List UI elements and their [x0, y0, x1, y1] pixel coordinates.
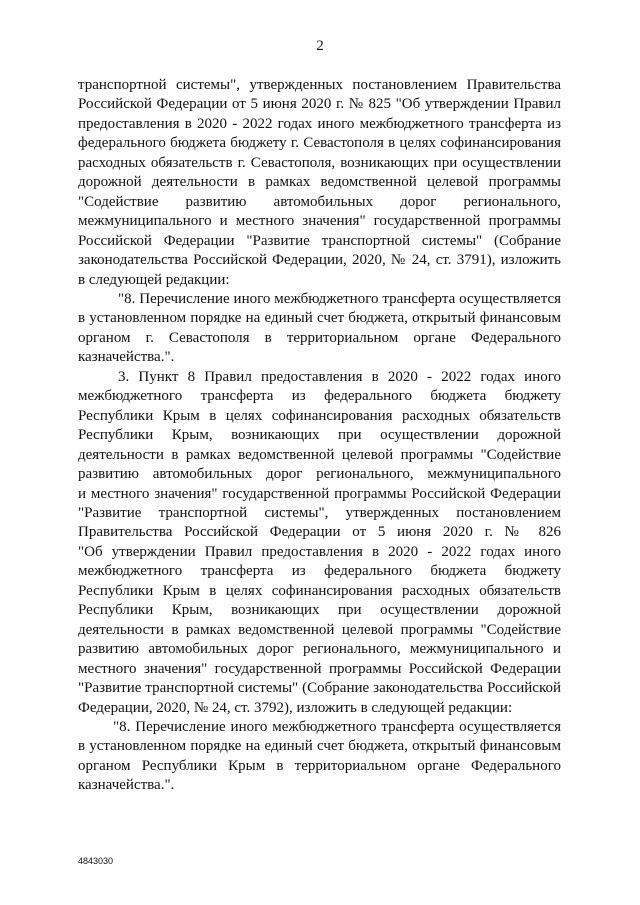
text-line: межбюджетного трансферта из федерального бюджета бюджету	[78, 388, 561, 405]
text-line: в установленном порядке на единый счет бюджета, открытый финансовым	[78, 310, 561, 327]
text-line: Правительства Российской Федерации от 5 июня 2020 г. № 826	[78, 524, 561, 541]
text-line: развитию автомобильных дорог регионального, межмуниципального	[78, 466, 561, 483]
text-line: местного значения" государственной программы Российской Федерации	[78, 660, 561, 677]
text-line: "Развитие транспортной системы", утвержденных постановлением	[78, 504, 561, 521]
text-line: Республики Крым, возникающих при осуществлении дорожной	[78, 427, 561, 444]
text-line: Российской Федерации "Развитие транспортной системы" (Собрание	[78, 232, 561, 249]
page-number: 2	[316, 38, 324, 54]
text-line: Республики Крым в целях софинансирования расходных обязательств	[78, 582, 561, 599]
text-line: казначейства.".	[78, 349, 175, 366]
text-line: федерального бюджета бюджету г. Севастополя в целях софинансирования	[78, 135, 561, 152]
body-text	[78, 76, 561, 796]
text-line: "Об утверждении Правил предоставления в 2020 - 2022 годах иного	[78, 543, 561, 560]
text-line: деятельности в рамках ведомственной целевой программы "Содействие	[78, 621, 561, 638]
text-line: в следующей редакции:	[78, 271, 230, 288]
document-code: 4843030	[78, 856, 114, 866]
text-line: в установленном порядке на единый счет бюджета, открытый финансовым	[78, 738, 561, 755]
text-line: "Содействие развитию автомобильных дорог регионального,	[78, 193, 561, 210]
text-line: предоставления в 2020 - 2022 годах иного межбюджетного трансферта из	[78, 115, 561, 132]
text-line: Федерации, 2020, № 24, ст. 3792), изложить в следующей редакции:	[78, 699, 513, 716]
text-line: деятельности в рамках ведомственной целевой программы "Содействие	[78, 446, 561, 463]
text-line: казначейства.".	[78, 777, 175, 794]
text-line: 3. Пункт 8 Правил предоставления в 2020 - 2022 годах иного	[118, 368, 561, 385]
text-line: Российской Федерации от 5 июня 2020 г. № 825 "Об утверждении Правил	[78, 96, 561, 113]
text-line: Республики Крым в целях софинансирования расходных обязательств	[78, 407, 561, 424]
text-line: транспортной системы", утвержденных постановлением Правительства	[78, 77, 561, 93]
text-line: органом Республики Крым в территориальном органе Федерального	[78, 757, 561, 774]
text-line: "Развитие транспортной системы" (Собрание законодательства Российской	[78, 680, 561, 697]
text-line: Республики Крым, возникающих при осуществлении дорожной	[78, 602, 561, 619]
text-line: развитию автомобильных дорог регионального, межмуниципального и	[78, 641, 561, 658]
text-line: дорожной деятельности в рамках ведомственной целевой программы	[78, 174, 561, 191]
text-line: расходных обязательств г. Севастополя, возникающих при осуществлении	[78, 154, 561, 171]
text-line: органом г. Севастополя в территориальном органе Федерального	[78, 329, 561, 346]
text-line: межбюджетного трансферта из федерального бюджета бюджету	[78, 563, 561, 580]
text-line: законодательства Российской Федерации, 2020, № 24, ст. 3791), изложить	[78, 252, 561, 269]
text-line: межмуниципального и местного значения" государственной программы	[78, 213, 561, 230]
text-line: "8. Перечисление иного межбюджетного трансферта осуществляется	[118, 290, 561, 307]
text-line: "8. Перечисление иного межбюджетного трансферта осуществляется	[113, 718, 561, 735]
text-line: и местного значения" государственной программы Российской Федерации	[78, 485, 561, 502]
